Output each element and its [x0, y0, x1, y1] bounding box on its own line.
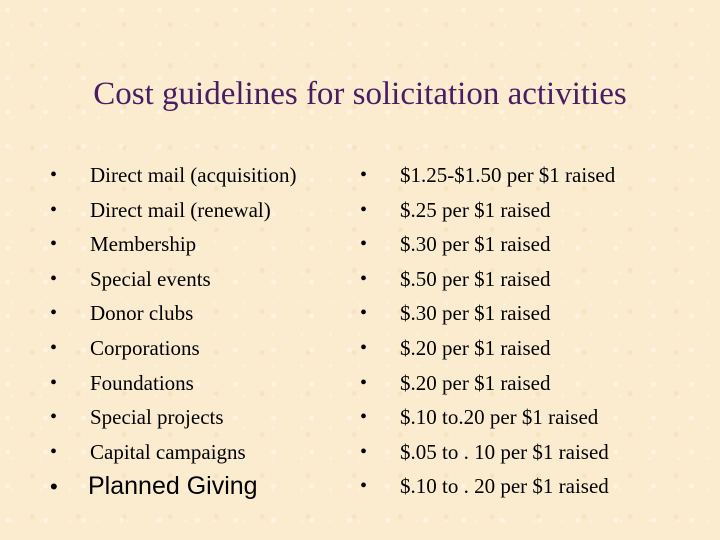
activity-item: • Foundations: [50, 366, 296, 401]
cost-item: • $1.25-$1.50 per $1 raised: [360, 158, 615, 193]
slide-title: Cost guidelines for solicitation activities: [93, 76, 627, 112]
activity-list: [50, 158, 296, 469]
activity-item: • Direct mail (renewal): [50, 193, 296, 228]
activity-item: • Corporations: [50, 331, 296, 366]
cost-item: • $.10 to . 20 per $1 raised: [360, 469, 615, 504]
planned-giving-label: Planned Giving: [88, 472, 258, 500]
activity-item: • Donor clubs: [50, 296, 296, 331]
cost-item: • $.25 per $1 raised: [360, 193, 615, 228]
activity-item: • Special events: [50, 262, 296, 297]
cost-list: [360, 158, 615, 504]
cost-item: • $.10 to.20 per $1 raised: [360, 400, 615, 435]
planned-giving-item: [50, 472, 258, 501]
cost-item: • $.50 per $1 raised: [360, 262, 615, 297]
cost-item: • $.30 per $1 raised: [360, 227, 615, 262]
bullet-icon: •: [50, 474, 58, 499]
activity-item: • Special projects: [50, 400, 296, 435]
activity-item: • Membership: [50, 227, 296, 262]
cost-item: • $.30 per $1 raised: [360, 296, 615, 331]
cost-item: • $.20 per $1 raised: [360, 331, 615, 366]
activity-item: • Direct mail (acquisition): [50, 158, 296, 193]
activity-item: • Capital campaigns: [50, 435, 296, 470]
cost-item: • $.05 to . 10 per $1 raised: [360, 435, 615, 470]
cost-item: • $.20 per $1 raised: [360, 366, 615, 401]
